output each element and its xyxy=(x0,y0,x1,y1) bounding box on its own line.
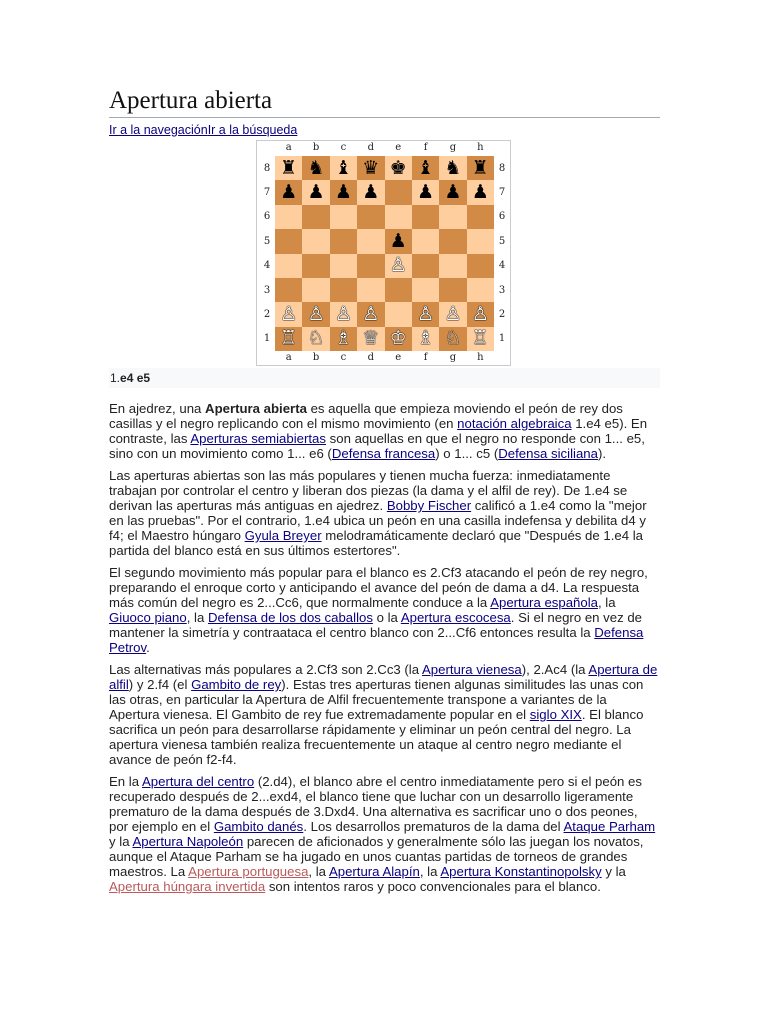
text: parecen de aficionados y generalmente sólo las juegan los novatos, aunque el Ataque Parham se ha jugado en unos cuantas partidas de torneos de grandes maestros. La xyxy=(109,834,644,879)
chess-piece: ♛ xyxy=(362,156,380,179)
square-h8 xyxy=(467,156,494,180)
chess-piece: ♟ xyxy=(307,181,325,204)
jump-to-navigation-link[interactable]: Ir a la navegación xyxy=(109,123,208,137)
square-b8 xyxy=(302,156,329,180)
paragraph xyxy=(109,662,660,767)
chess-piece: ♙ xyxy=(471,302,489,325)
square-b6 xyxy=(302,205,329,229)
chess-piece: ♜ xyxy=(280,156,298,179)
rank-labels-right xyxy=(494,156,510,351)
square-h7 xyxy=(467,180,494,204)
text: melodramáticamente declaró que "Después de 1.e4 la partida del blanco está en sus últimos estertores". xyxy=(109,528,643,558)
wiki-link[interactable]: Gambito de rey xyxy=(191,677,282,692)
jump-to-search-link[interactable]: Ir a la búsqueda xyxy=(207,123,298,137)
rank-label-1: 1 xyxy=(498,333,506,345)
square-g3 xyxy=(439,278,466,302)
wiki-link[interactable]: Bobby Fischer xyxy=(386,498,472,513)
chess-piece: ♙ xyxy=(389,254,407,277)
text: Las alternativas más populares a 2.Cf3 son 2.Cc3 (la xyxy=(109,662,423,677)
square-h4 xyxy=(467,254,494,278)
text: es aquella que empieza moviendo el peón de rey dos casillas y el negro replicando con el mismo movimiento (en xyxy=(109,401,623,431)
square-a3 xyxy=(275,278,302,302)
square-e2 xyxy=(385,302,412,326)
square-g7 xyxy=(439,180,466,204)
chess-piece: ♗ xyxy=(417,327,435,350)
file-label-f: f xyxy=(423,352,428,363)
text: ) o 1... c5 ( xyxy=(435,446,499,461)
chess-piece: ♟ xyxy=(280,181,298,204)
text: y la xyxy=(109,834,133,849)
wiki-link[interactable]: Defensa siciliana xyxy=(498,446,598,461)
square-b5 xyxy=(302,229,329,253)
square-g2 xyxy=(439,302,466,326)
text: Las aperturas abiertas son las más populares y tienen mucha fuerza: inmediatamente trabajan por controlar el centro y liberan dos piezas (la dama y el alfil de rey). De 1.e4 se derivan las aperturas más antiguas en ajedrez. xyxy=(109,468,628,513)
file-label-d: d xyxy=(367,352,375,363)
wiki-link[interactable]: Ataque Parham xyxy=(563,819,656,834)
text: . El blanco sacrifica un peón para desarrollarse rápidamente y eliminar un peón central del negro. La apertura vienesa también realiza frecuentemente un ataque al centro negro mediante el avance de peón f2-f4. xyxy=(109,707,644,767)
chess-piece: ♚ xyxy=(389,156,407,179)
rank-label-2: 2 xyxy=(263,308,271,320)
file-labels-top xyxy=(275,142,494,154)
wiki-link[interactable]: Apertura Konstantinopolsky xyxy=(440,864,602,879)
chess-piece: ♗ xyxy=(334,327,352,350)
square-a5 xyxy=(275,229,302,253)
wiki-link[interactable]: Apertura del centro xyxy=(142,774,255,789)
square-e8 xyxy=(385,156,412,180)
square-c3 xyxy=(330,278,357,302)
chess-piece: ♟ xyxy=(362,181,380,204)
wiki-link[interactable]: Apertura de alfil xyxy=(109,662,658,692)
square-c7 xyxy=(330,180,357,204)
rank-label-2: 2 xyxy=(498,308,506,320)
chess-piece: ♟ xyxy=(417,181,435,204)
chess-piece: ♖ xyxy=(280,327,298,350)
text: son aquellas en que el negro no responde con 1... e5, sino con un movimiento como 1... e6 ( xyxy=(109,431,645,461)
chess-piece: ♙ xyxy=(444,302,462,325)
file-label-h: h xyxy=(477,142,484,153)
text: ). Estas tres aperturas tienen algunas similitudes las unas con las otras, en particular la Apertura de Alfil frecuentemente transpone a variantes de la Apertura vienesa. El Gambito de rey fue extremadamente popular en el xyxy=(109,677,644,722)
square-d7 xyxy=(357,180,384,204)
file-label-g: g xyxy=(449,142,457,153)
chess-piece: ♝ xyxy=(417,156,435,179)
square-f3 xyxy=(412,278,439,302)
chess-piece: ♙ xyxy=(280,302,298,325)
redlink[interactable]: Apertura portuguesa xyxy=(188,864,309,879)
rank-label-4: 4 xyxy=(498,260,506,272)
file-label-c: c xyxy=(340,142,347,153)
wiki-link[interactable]: Apertura vienesa xyxy=(422,662,522,677)
square-b3 xyxy=(302,278,329,302)
chess-piece: ♙ xyxy=(362,302,380,325)
chess-piece: ♘ xyxy=(307,327,325,350)
file-label-e: e xyxy=(395,352,402,363)
square-f6 xyxy=(412,205,439,229)
square-d6 xyxy=(357,205,384,229)
square-h6 xyxy=(467,205,494,229)
text: . Los desarrollos prematuros de la dama del xyxy=(303,819,564,834)
square-c5 xyxy=(330,229,357,253)
square-a2 xyxy=(275,302,302,326)
wiki-link[interactable]: Gambito danés xyxy=(213,819,304,834)
jump-links xyxy=(109,122,660,138)
file-label-e: e xyxy=(395,142,402,153)
rank-label-6: 6 xyxy=(498,211,506,223)
square-a8 xyxy=(275,156,302,180)
square-d5 xyxy=(357,229,384,253)
wiki-link[interactable]: Apertura española xyxy=(490,595,598,610)
square-b2 xyxy=(302,302,329,326)
paragraph xyxy=(109,774,660,894)
chess-piece: ♟ xyxy=(471,181,489,204)
chess-piece: ♙ xyxy=(417,302,435,325)
wiki-link[interactable]: Apertura escocesa xyxy=(400,610,511,625)
square-e4 xyxy=(385,254,412,278)
chess-piece: ♕ xyxy=(362,327,380,350)
wiki-link[interactable]: siglo XIX xyxy=(529,707,582,722)
chess-piece: ♞ xyxy=(307,156,325,179)
file-label-b: b xyxy=(312,352,320,363)
square-b4 xyxy=(302,254,329,278)
chess-piece: ♘ xyxy=(444,327,462,350)
wiki-link[interactable]: Apertura Alapín xyxy=(328,864,420,879)
rank-label-1: 1 xyxy=(263,333,271,345)
wiki-link[interactable]: Apertura Napoleón xyxy=(132,834,244,849)
square-f1 xyxy=(412,327,439,351)
square-b7 xyxy=(302,180,329,204)
file-label-g: g xyxy=(449,352,457,363)
chess-piece: ♙ xyxy=(334,302,352,325)
text: En ajedrez, una xyxy=(109,401,206,416)
bold-term: Apertura abierta xyxy=(205,401,307,416)
text: ), 2.Ac4 (la xyxy=(521,662,589,677)
square-g6 xyxy=(439,205,466,229)
file-label-h: h xyxy=(477,352,484,363)
square-g1 xyxy=(439,327,466,351)
rank-label-8: 8 xyxy=(263,162,271,174)
wiki-link[interactable]: Defensa de los dos caballos xyxy=(207,610,373,625)
square-d2 xyxy=(357,302,384,326)
file-label-a: a xyxy=(285,352,292,363)
file-label-a: a xyxy=(285,142,292,153)
rank-label-4: 4 xyxy=(263,260,271,272)
text: . xyxy=(146,640,150,655)
text: y la xyxy=(601,864,626,879)
text: calificó a 1.e4 como la "mejor en las pruebas". Por el contrario, 1.e4 ubica un peón en una casilla indefensa y debilita d4 y f4; el Maestro húngaro xyxy=(109,498,647,543)
diagram-caption xyxy=(109,368,660,388)
rank-label-7: 7 xyxy=(263,187,271,199)
square-f8 xyxy=(412,156,439,180)
wiki-link[interactable]: Giuoco piano xyxy=(109,610,187,625)
chess-piece: ♟ xyxy=(334,181,352,204)
article xyxy=(109,86,660,894)
square-d1 xyxy=(357,327,384,351)
paragraph xyxy=(109,401,660,461)
square-e6 xyxy=(385,205,412,229)
file-labels-bottom xyxy=(275,352,494,364)
square-c8 xyxy=(330,156,357,180)
wiki-link[interactable]: notación algebraica xyxy=(457,416,572,431)
text: 1.e4 e5). En contraste, las xyxy=(109,416,648,446)
chess-board xyxy=(275,156,494,351)
chess-piece: ♙ xyxy=(307,302,325,325)
square-h3 xyxy=(467,278,494,302)
square-a7 xyxy=(275,180,302,204)
text: ) y 2.f4 (el xyxy=(128,677,192,692)
square-c2 xyxy=(330,302,357,326)
square-c6 xyxy=(330,205,357,229)
file-label-b: b xyxy=(312,142,320,153)
rank-label-6: 6 xyxy=(263,211,271,223)
text: (2.d4), el blanco abre el centro inmediatamente pero si el peón es recuperado después de 2...exd4, el blanco tiene que luchar con un desarrollo ligeramente prematuro de la dama después de 3.Dxd4. Una alternativa es sacrificar uno o dos peones, por ejemplo en el xyxy=(109,774,642,834)
square-a1 xyxy=(275,327,302,351)
wiki-link[interactable]: Gyula Breyer xyxy=(244,528,322,543)
square-h2 xyxy=(467,302,494,326)
square-f5 xyxy=(412,229,439,253)
article-body xyxy=(109,401,660,894)
square-g8 xyxy=(439,156,466,180)
rank-labels-left xyxy=(259,156,275,351)
text: En la xyxy=(109,774,142,789)
text: , la xyxy=(597,595,616,610)
rank-label-5: 5 xyxy=(498,235,506,247)
text: son intentos raros y poco convencionales para el blanco. xyxy=(265,879,601,894)
square-f2 xyxy=(412,302,439,326)
text: El segundo movimiento más popular para el blanco es 2.Cf3 atacando el peón de rey negro, preparando el enroque corto y anticipando el avance del peón de dama a d4. La respuesta más común del negro es 2...Cc6, que normalmente conduce a la xyxy=(109,565,648,610)
square-f4 xyxy=(412,254,439,278)
chess-piece: ♟ xyxy=(389,229,407,252)
square-h1 xyxy=(467,327,494,351)
square-c4 xyxy=(330,254,357,278)
square-d3 xyxy=(357,278,384,302)
text: . Si el negro en vez de mantener la simetría y contraataca el centro blanco con 2...Cf6 entonces resulta la xyxy=(109,610,643,640)
square-d4 xyxy=(357,254,384,278)
square-e7 xyxy=(385,180,412,204)
rank-label-3: 3 xyxy=(263,284,271,296)
file-label-d: d xyxy=(367,142,375,153)
text: , la xyxy=(186,610,208,625)
chess-piece: ♞ xyxy=(444,156,462,179)
square-c1 xyxy=(330,327,357,351)
chess-diagram xyxy=(256,140,511,366)
wiki-link[interactable]: Defensa francesa xyxy=(331,446,436,461)
rank-label-5: 5 xyxy=(263,235,271,247)
rank-label-8: 8 xyxy=(498,162,506,174)
file-label-f: f xyxy=(423,142,428,153)
paragraph xyxy=(109,468,660,558)
square-h5 xyxy=(467,229,494,253)
text: , la xyxy=(308,864,329,879)
rank-label-3: 3 xyxy=(498,284,506,296)
caption-moves: e4 e5 xyxy=(120,371,151,385)
chess-piece: ♖ xyxy=(471,327,489,350)
chess-piece: ♔ xyxy=(389,327,407,350)
text: ). xyxy=(597,446,607,461)
text: o la xyxy=(372,610,401,625)
text: , la xyxy=(419,864,441,879)
square-f7 xyxy=(412,180,439,204)
page-title: Apertura abierta xyxy=(109,86,660,118)
square-e5 xyxy=(385,229,412,253)
chess-piece: ♟ xyxy=(444,181,462,204)
square-g5 xyxy=(439,229,466,253)
rank-label-7: 7 xyxy=(498,187,506,199)
square-a6 xyxy=(275,205,302,229)
caption-move-number: 1. xyxy=(110,371,121,385)
redlink[interactable]: Apertura húngara invertida xyxy=(109,879,266,894)
square-g4 xyxy=(439,254,466,278)
paragraph xyxy=(109,565,660,655)
wiki-link[interactable]: Defensa Petrov xyxy=(109,625,644,655)
square-d8 xyxy=(357,156,384,180)
square-e3 xyxy=(385,278,412,302)
file-label-c: c xyxy=(340,352,347,363)
chess-piece: ♝ xyxy=(334,156,352,179)
square-e1 xyxy=(385,327,412,351)
square-b1 xyxy=(302,327,329,351)
wiki-link[interactable]: Aperturas semiabiertas xyxy=(190,431,326,446)
square-a4 xyxy=(275,254,302,278)
chess-board-frame xyxy=(256,140,511,366)
chess-piece: ♜ xyxy=(471,156,489,179)
